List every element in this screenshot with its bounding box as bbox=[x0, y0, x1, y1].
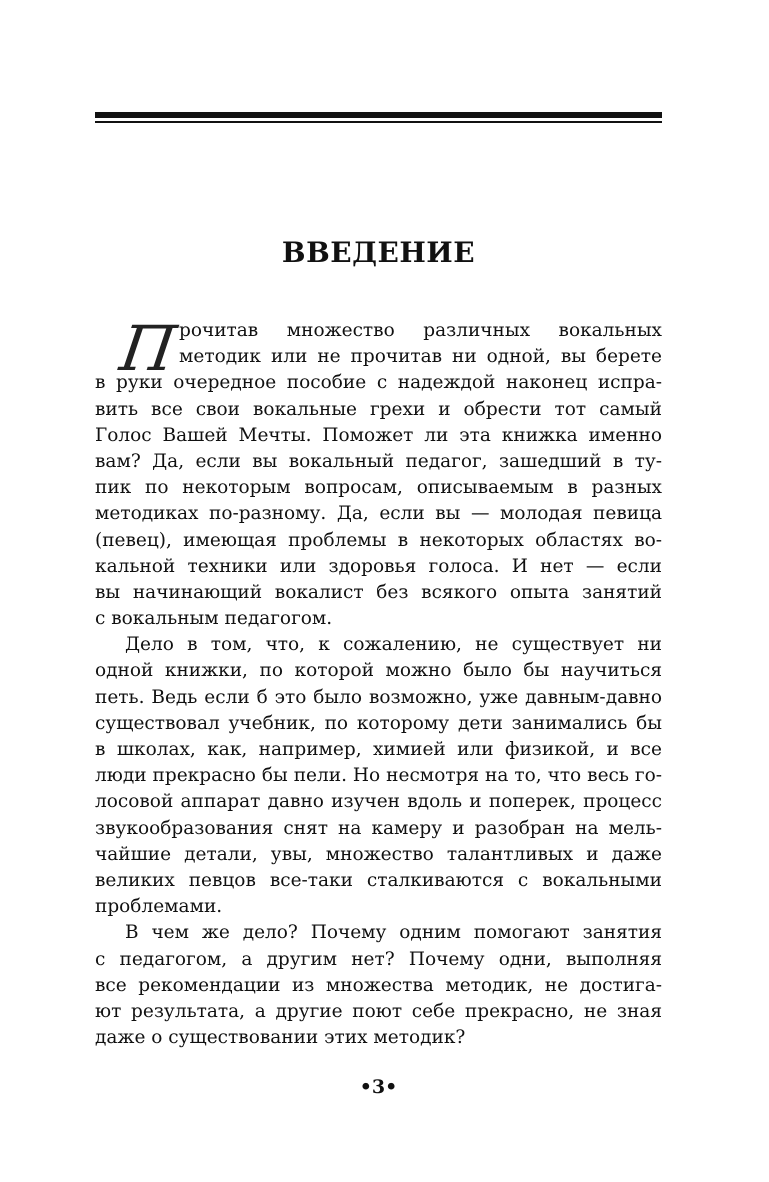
text-line: одной книжки, по которой можно было бы научиться bbox=[95, 660, 662, 682]
text-line: вы начинающий вокалист без всякого опыта занятий bbox=[95, 581, 662, 603]
text-line: кальной техники или здоровья голоса. И нет — если bbox=[95, 555, 662, 577]
text-line: В чем же дело? Почему одним помогают занятия bbox=[125, 922, 662, 944]
text-line: все рекомендации из множества методик, не достига- bbox=[95, 974, 662, 996]
text-line: пик по некоторым вопросам, описываемым в разных bbox=[95, 477, 662, 499]
text-line: вам? Да, если вы вокальный педагог, зашедший в ту- bbox=[95, 450, 662, 472]
text-line: люди прекрасно бы пели. Но несмотря на то, что весь го- bbox=[95, 765, 662, 787]
header-rule-thin bbox=[95, 121, 662, 123]
text-line: звукообразования снят на камеру и разобран на мель- bbox=[95, 817, 662, 839]
text-line: методиках по-разному. Да, если вы — молодая певица bbox=[95, 503, 662, 525]
text-line: рочитав множество различных вокальных bbox=[179, 320, 662, 341]
text-line: методик или не прочитав ни одной, вы берете bbox=[179, 346, 662, 368]
text-line: существовал учебник, по которому дети занимались бы bbox=[95, 712, 662, 734]
text-line: вить все свои вокальные грехи и обрести тот самый bbox=[95, 398, 662, 420]
text-line: великих певцов все-таки сталкиваются с вокальными bbox=[95, 869, 662, 891]
text-line: с вокальным педагогом. bbox=[95, 608, 333, 630]
text-line: в школах, как, например, химией или физикой, и все bbox=[95, 739, 662, 760]
drop-cap: П bbox=[115, 312, 181, 385]
text-line: Голос Вашей Мечты. Поможет ли эта книжка именно bbox=[95, 424, 662, 446]
text-line: Дело в том, что, к сожалению, не существует ни bbox=[125, 634, 662, 656]
text-line: в руки очередное пособие с надеждой наконец испра- bbox=[95, 372, 662, 394]
text-line: с педагогом, а другим нет? Почему одни, выполняя bbox=[95, 948, 662, 970]
text-line: петь. Ведь если б это было возможно, уже давным-давно bbox=[95, 686, 662, 708]
page-number: •3• bbox=[359, 1076, 398, 1098]
text-line: ют результата, а другие поют себе прекрасно, не зная bbox=[95, 1000, 662, 1022]
text-line: (певец), имеющая проблемы в некоторых областях во- bbox=[95, 529, 662, 551]
text-line: чайшие детали, увы, множество талантливых и даже bbox=[95, 843, 662, 865]
text-line: проблемами. bbox=[95, 896, 223, 918]
body-text bbox=[95, 312, 662, 1051]
text-line: лосовой аппарат давно изучен вдоль и поперек, процесс bbox=[95, 791, 662, 813]
text-line: даже о существовании этих методик? bbox=[95, 1027, 466, 1049]
header-rule-thick bbox=[95, 112, 662, 118]
chapter-title: ВВЕДЕНИЕ bbox=[281, 236, 476, 269]
